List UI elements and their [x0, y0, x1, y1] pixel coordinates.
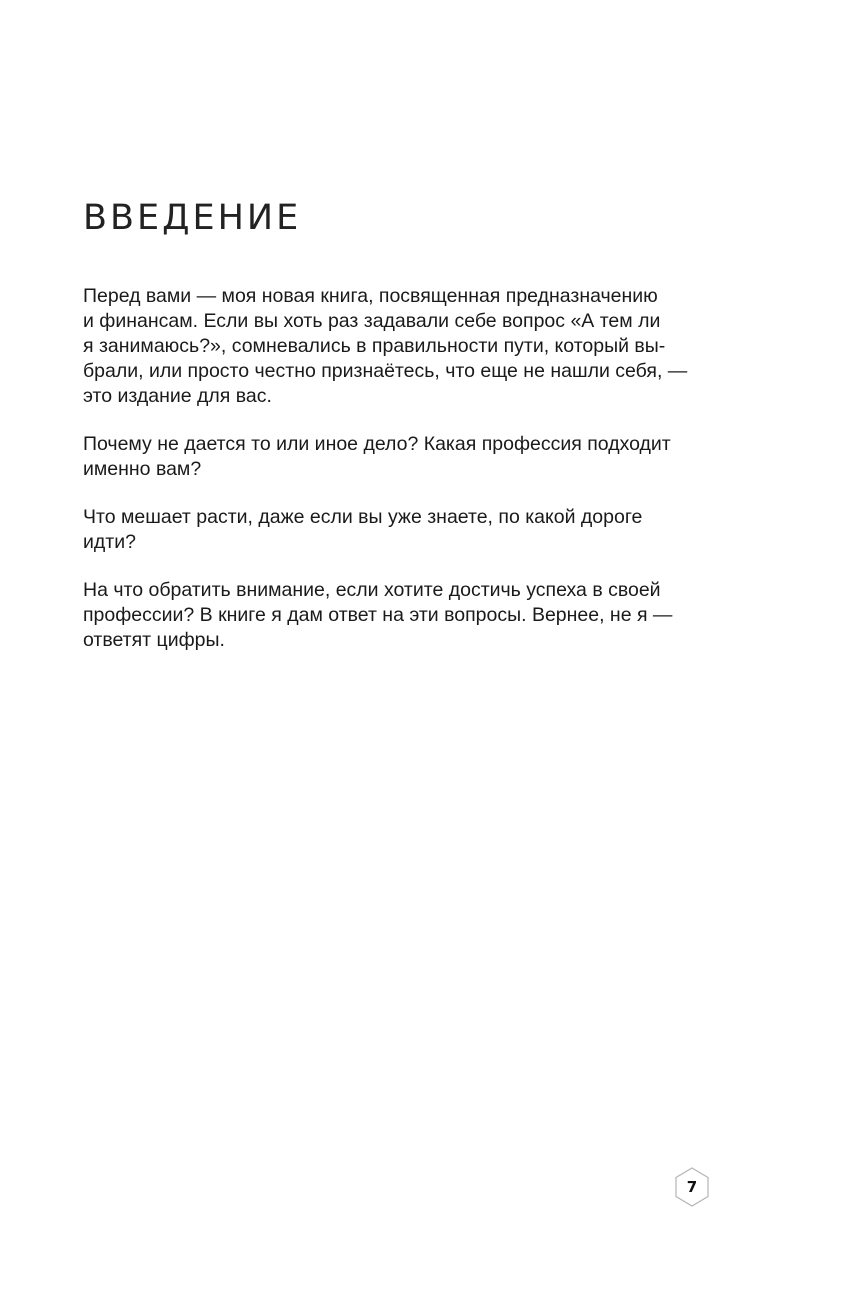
- text-line: Почему не дается то или иное дело? Какая профессия подходит: [83, 433, 671, 455]
- chapter-body: [83, 284, 723, 676]
- chapter-title: ВВЕДЕНИЕ: [83, 198, 302, 238]
- text-line: я занимаюсь?», сомневались в правильности пути, который вы-: [83, 335, 666, 357]
- text-line: идти?: [83, 531, 136, 553]
- text-line: профессии? В книге я дам ответ на эти вопросы. Вернее, не я —: [83, 604, 673, 626]
- text-line: и финансам. Если вы хоть раз задавали себе вопрос «А тем ли: [83, 310, 661, 332]
- text-line: Что мешает расти, даже если вы уже знаете, по какой дороге: [83, 506, 643, 528]
- paragraph-1: [83, 284, 723, 409]
- text-line: брали, или просто честно признаётесь, что еще не нашли себя, —: [83, 360, 688, 382]
- text-line: это издание для вас.: [83, 385, 272, 407]
- page-number: 7: [686, 1178, 698, 1196]
- paragraph-2: [83, 432, 723, 482]
- text-line: На что обратить внимание, если хотите достичь успеха в своей: [83, 579, 661, 601]
- text-line: Перед вами — моя новая книга, посвященная предназначению: [83, 285, 658, 307]
- paragraph-3: [83, 505, 723, 555]
- page-number-badge: [674, 1167, 710, 1207]
- text-line: именно вам?: [83, 458, 202, 480]
- paragraph-4: [83, 578, 723, 653]
- text-line: ответят цифры.: [83, 629, 225, 651]
